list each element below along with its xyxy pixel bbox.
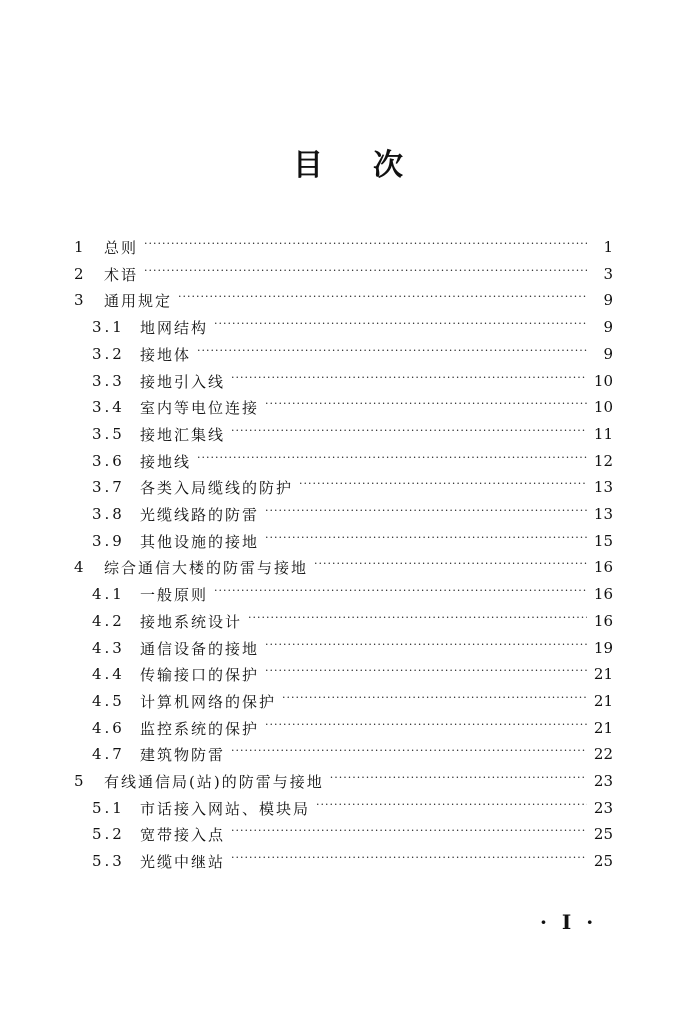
toc-entry-label: 计算机网络的保护 [140, 692, 277, 711]
toc-entry-label: 光缆中继站 [140, 852, 226, 871]
toc-entry[interactable] [74, 287, 613, 313]
toc-entry-page: 19 [593, 639, 613, 657]
toc-entry-label: 综合通信大楼的防雷与接地 [104, 558, 309, 577]
toc-entry[interactable] [92, 368, 613, 394]
toc-leader-dots [214, 581, 587, 607]
toc-entry-label: 接地体 [140, 345, 192, 364]
toc-entry-number: 4.7 [92, 745, 125, 763]
toc-entry-number: 4 [74, 558, 87, 576]
toc-entry-page: 10 [593, 372, 613, 390]
toc-entry[interactable] [92, 474, 613, 500]
toc-entry[interactable] [74, 768, 613, 794]
toc-entry-page: 9 [603, 318, 613, 336]
toc-entry-page: 1 [603, 238, 613, 256]
toc-entry[interactable] [92, 795, 613, 821]
toc-leader-dots [314, 554, 587, 580]
toc-entry[interactable] [92, 448, 613, 474]
toc-leader-dots [144, 261, 587, 287]
toc-entry-number: 3.7 [92, 478, 125, 496]
toc-entry[interactable] [74, 261, 613, 287]
toc-entry[interactable] [92, 394, 613, 420]
toc-entry-label: 接地线 [140, 452, 192, 471]
toc-leader-dots [248, 608, 587, 634]
toc-entry-number: 5.2 [92, 825, 125, 843]
toc-entry-number: 3.8 [92, 505, 125, 523]
toc-leader-dots [282, 688, 587, 714]
toc-leader-dots [231, 741, 587, 767]
toc-entry-label: 市话接入网站、模块局 [140, 799, 311, 818]
toc-entry-page: 25 [593, 825, 613, 843]
page-title-char-1: 目 [293, 148, 323, 183]
toc-entry-page: 9 [603, 291, 613, 309]
toc-entry-page: 23 [593, 799, 613, 817]
toc-entry-label: 室内等电位连接 [140, 398, 260, 417]
toc-entry[interactable] [74, 234, 613, 260]
toc-leader-dots [265, 635, 587, 661]
toc-entry-label: 地网结构 [140, 318, 209, 337]
toc-entry[interactable] [92, 341, 613, 367]
page-title [0, 140, 696, 184]
toc-entry-label: 接地汇集线 [140, 425, 226, 444]
toc-entry-page: 11 [593, 425, 613, 443]
toc-entry-number: 3.5 [92, 425, 125, 443]
toc-leader-dots [144, 234, 587, 260]
toc-entry-number: 3.3 [92, 372, 125, 390]
toc-leader-dots [231, 848, 587, 874]
toc-entry[interactable] [92, 528, 613, 554]
toc-entry[interactable] [92, 635, 613, 661]
toc-entry[interactable] [92, 501, 613, 527]
toc-entry-page: 21 [593, 692, 613, 710]
toc-leader-dots [231, 821, 587, 847]
toc-entry-label: 建筑物防雷 [140, 745, 226, 764]
toc-entry-label: 术语 [104, 265, 139, 284]
toc-entry-label: 其他设施的接地 [140, 532, 260, 551]
toc-entry-label: 有线通信局(站)的防雷与接地 [104, 772, 324, 791]
toc-leader-dots [265, 661, 587, 687]
toc-entry[interactable] [92, 661, 613, 687]
toc-entry[interactable] [92, 741, 613, 767]
toc-entry[interactable] [92, 421, 613, 447]
toc-entry-page: 15 [593, 532, 613, 550]
toc-entry-page: 16 [593, 558, 613, 576]
toc-entry-page: 25 [593, 852, 613, 870]
toc-entry-label: 通信设备的接地 [140, 639, 260, 658]
toc-entry[interactable] [92, 608, 613, 634]
toc-entry-page: 23 [593, 772, 613, 790]
toc-entry-number: 4.2 [92, 612, 125, 630]
toc-entry-number: 4.3 [92, 639, 125, 657]
toc-leader-dots [231, 421, 587, 447]
toc-leader-dots [265, 528, 587, 554]
page-title-char-2: 次 [373, 148, 403, 183]
toc-leader-dots [299, 474, 587, 500]
toc-entry-number: 3 [74, 291, 87, 309]
toc-entry-label: 宽带接入点 [140, 825, 226, 844]
toc-entry-page: 21 [593, 719, 613, 737]
toc-entry[interactable] [74, 554, 613, 580]
toc-entry-number: 4.1 [92, 585, 125, 603]
toc-entry-label: 传输接口的保护 [140, 665, 260, 684]
toc-entry-label: 各类入局缆线的防护 [140, 478, 294, 497]
toc-entry-number: 3.6 [92, 452, 125, 470]
toc-entry-label: 接地系统设计 [140, 612, 243, 631]
toc-entry-page: 21 [593, 665, 613, 683]
toc-entry-number: 3.2 [92, 345, 125, 363]
toc-entry[interactable] [92, 314, 613, 340]
toc-entry[interactable] [92, 688, 613, 714]
toc-leader-dots [265, 715, 587, 741]
toc-entry-page: 16 [593, 612, 613, 630]
toc-entry-page: 10 [593, 398, 613, 416]
toc-entry-page: 3 [603, 265, 613, 283]
toc-leader-dots [197, 448, 587, 474]
toc-entry-number: 2 [74, 265, 87, 283]
toc-leader-dots [316, 795, 587, 821]
toc-entry-page: 16 [593, 585, 613, 603]
toc-entry-number: 5.3 [92, 852, 125, 870]
toc-entry-label: 总则 [104, 238, 139, 257]
toc-entry[interactable] [92, 848, 613, 874]
toc-entry[interactable] [92, 821, 613, 847]
toc-entry-label: 光缆线路的防雷 [140, 505, 260, 524]
toc-entry-number: 5.1 [92, 799, 125, 817]
toc-entry-number: 4.4 [92, 665, 125, 683]
toc-entry-number: 5 [74, 772, 87, 790]
toc-entry[interactable] [92, 715, 613, 741]
toc-entry-number: 4.6 [92, 719, 125, 737]
toc-entry-number: 3.9 [92, 532, 125, 550]
toc-entry-label: 接地引入线 [140, 372, 226, 391]
toc-leader-dots [330, 768, 587, 794]
toc-entry-page: 12 [593, 452, 613, 470]
toc-entry[interactable] [92, 581, 613, 607]
toc-entry-label: 监控系统的保护 [140, 719, 260, 738]
toc-leader-dots [214, 314, 587, 340]
toc-leader-dots [178, 287, 587, 313]
toc-entry-page: 9 [603, 345, 613, 363]
page-number: · I · [540, 910, 598, 934]
toc-leader-dots [265, 501, 587, 527]
toc-entry-label: 通用规定 [104, 291, 173, 310]
toc-entry-label: 一般原则 [140, 585, 209, 604]
toc-leader-dots [265, 394, 587, 420]
toc-entry-number: 4.5 [92, 692, 125, 710]
toc-entry-number: 1 [74, 238, 87, 256]
toc-leader-dots [231, 368, 587, 394]
toc-entry-number: 3.1 [92, 318, 125, 336]
toc-entry-page: 13 [593, 505, 613, 523]
toc-entry-page: 13 [593, 478, 613, 496]
toc-leader-dots [197, 341, 587, 367]
toc-entry-number: 3.4 [92, 398, 125, 416]
toc-entry-page: 22 [593, 745, 613, 763]
